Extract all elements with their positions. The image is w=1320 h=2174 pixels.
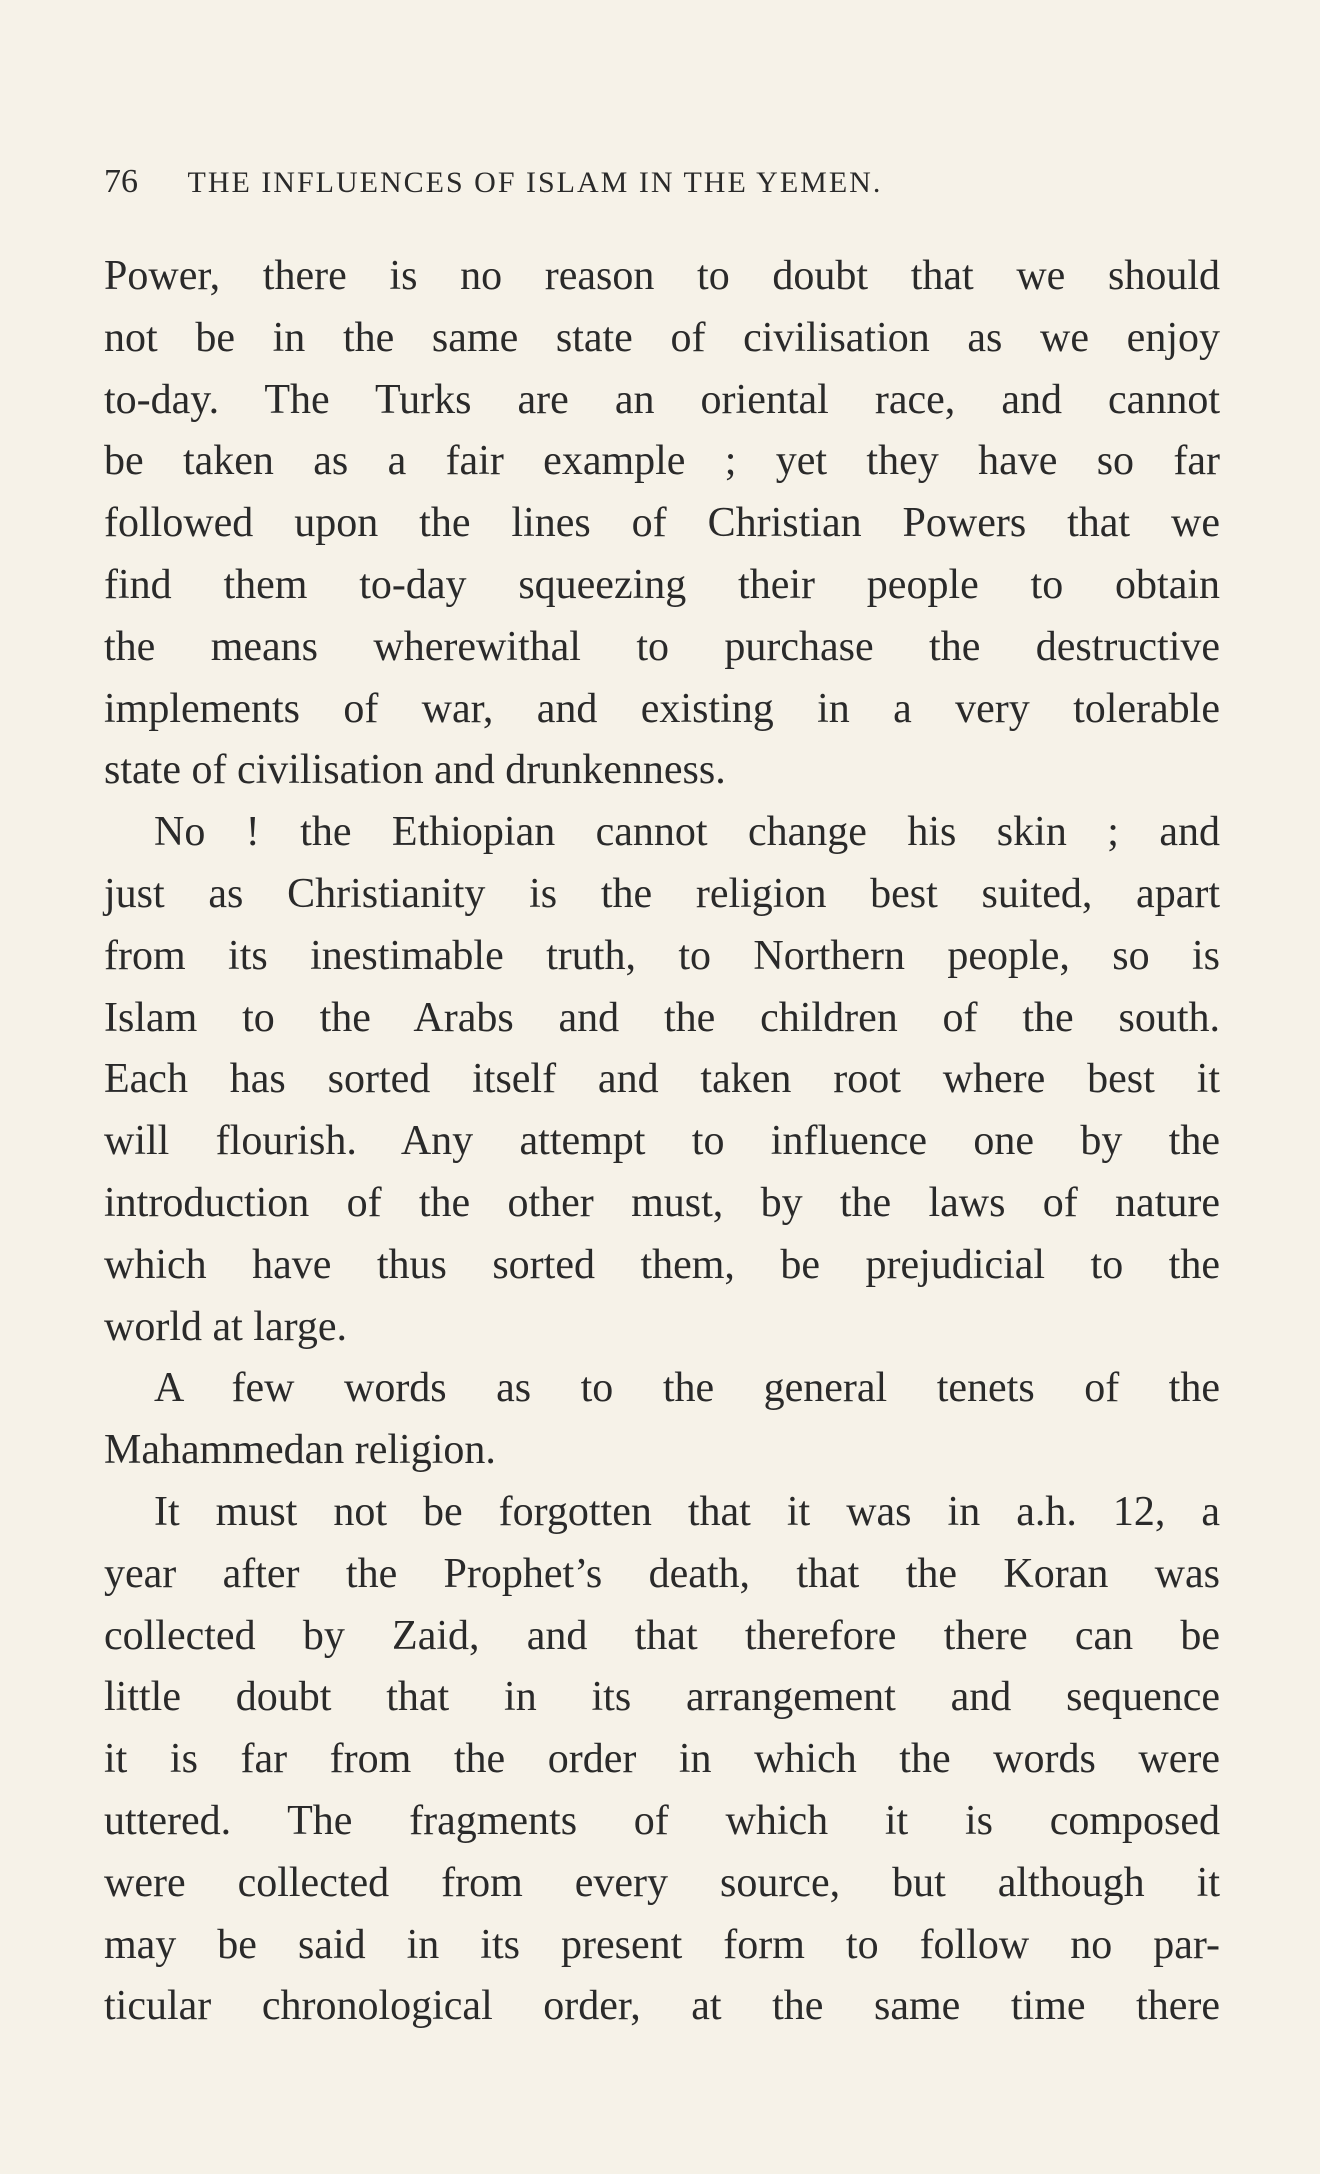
text-line: Each has sorted itself and taken root where best it (104, 1056, 1220, 1103)
page-number: 76 (104, 163, 138, 200)
text-line: it is far from the order in which the words were (104, 1736, 1220, 1783)
text-line: may be said in its present form to follow no par- (104, 1921, 1220, 1968)
paragraph-start-line: It must not be forgotten that it was in a.h. 12, a (154, 1488, 1220, 1535)
text-line: to-day. The Turks are an oriental race, and cannot (104, 376, 1220, 423)
text-line: collected by Zaid, and that therefore there can be (104, 1612, 1220, 1659)
text-line: followed upon the lines of Christian Powers that we (104, 500, 1220, 547)
text-line: implements of war, and existing in a very tolerable (104, 685, 1220, 732)
body-text (104, 246, 1220, 2038)
text-line: were collected from every source, but although it (104, 1859, 1220, 1906)
paragraph-start-line: A few words as to the general tenets of the (154, 1365, 1220, 1412)
page-header (104, 158, 1220, 206)
text-line: which have thus sorted them, be prejudicial to the (104, 1241, 1220, 1288)
text-line: year after the Prophet’s death, that the Koran was (104, 1550, 1220, 1597)
text-line: just as Christianity is the religion best suited, apart (104, 870, 1220, 917)
text-line: Mahammedan religion. (104, 1427, 496, 1474)
text-line: ticular chronological order, at the same time there (104, 1983, 1220, 2030)
text-line: the means wherewithal to purchase the destructive (104, 623, 1220, 670)
text-line: from its inestimable truth, to Northern people, so is (104, 932, 1220, 979)
text-line: uttered. The fragments of which it is composed (104, 1797, 1220, 1844)
text-line: not be in the same state of civilisation as we enjoy (104, 314, 1220, 361)
text-line: find them to-day squeezing their people to obtain (104, 561, 1220, 608)
text-line: Power, there is no reason to doubt that we should (104, 253, 1220, 299)
text-line: Islam to the Arabs and the children of the south. (104, 994, 1220, 1041)
text-line: little doubt that in its arrangement and sequence (104, 1674, 1220, 1721)
text-line: state of civilisation and drunkenness. (104, 747, 726, 794)
running-title: THE INFLUENCES OF ISLAM IN THE YEMEN. (187, 166, 883, 199)
text-line: will flourish. Any attempt to influence one by the (104, 1118, 1220, 1165)
paragraph-start-line: No ! the Ethiopian cannot change his skin ; and (154, 809, 1220, 856)
text-line: world at large. (104, 1303, 347, 1350)
text-line: introduction of the other must, by the laws of nature (104, 1179, 1220, 1226)
text-line: be taken as a fair example ; yet they have so far (104, 438, 1220, 485)
